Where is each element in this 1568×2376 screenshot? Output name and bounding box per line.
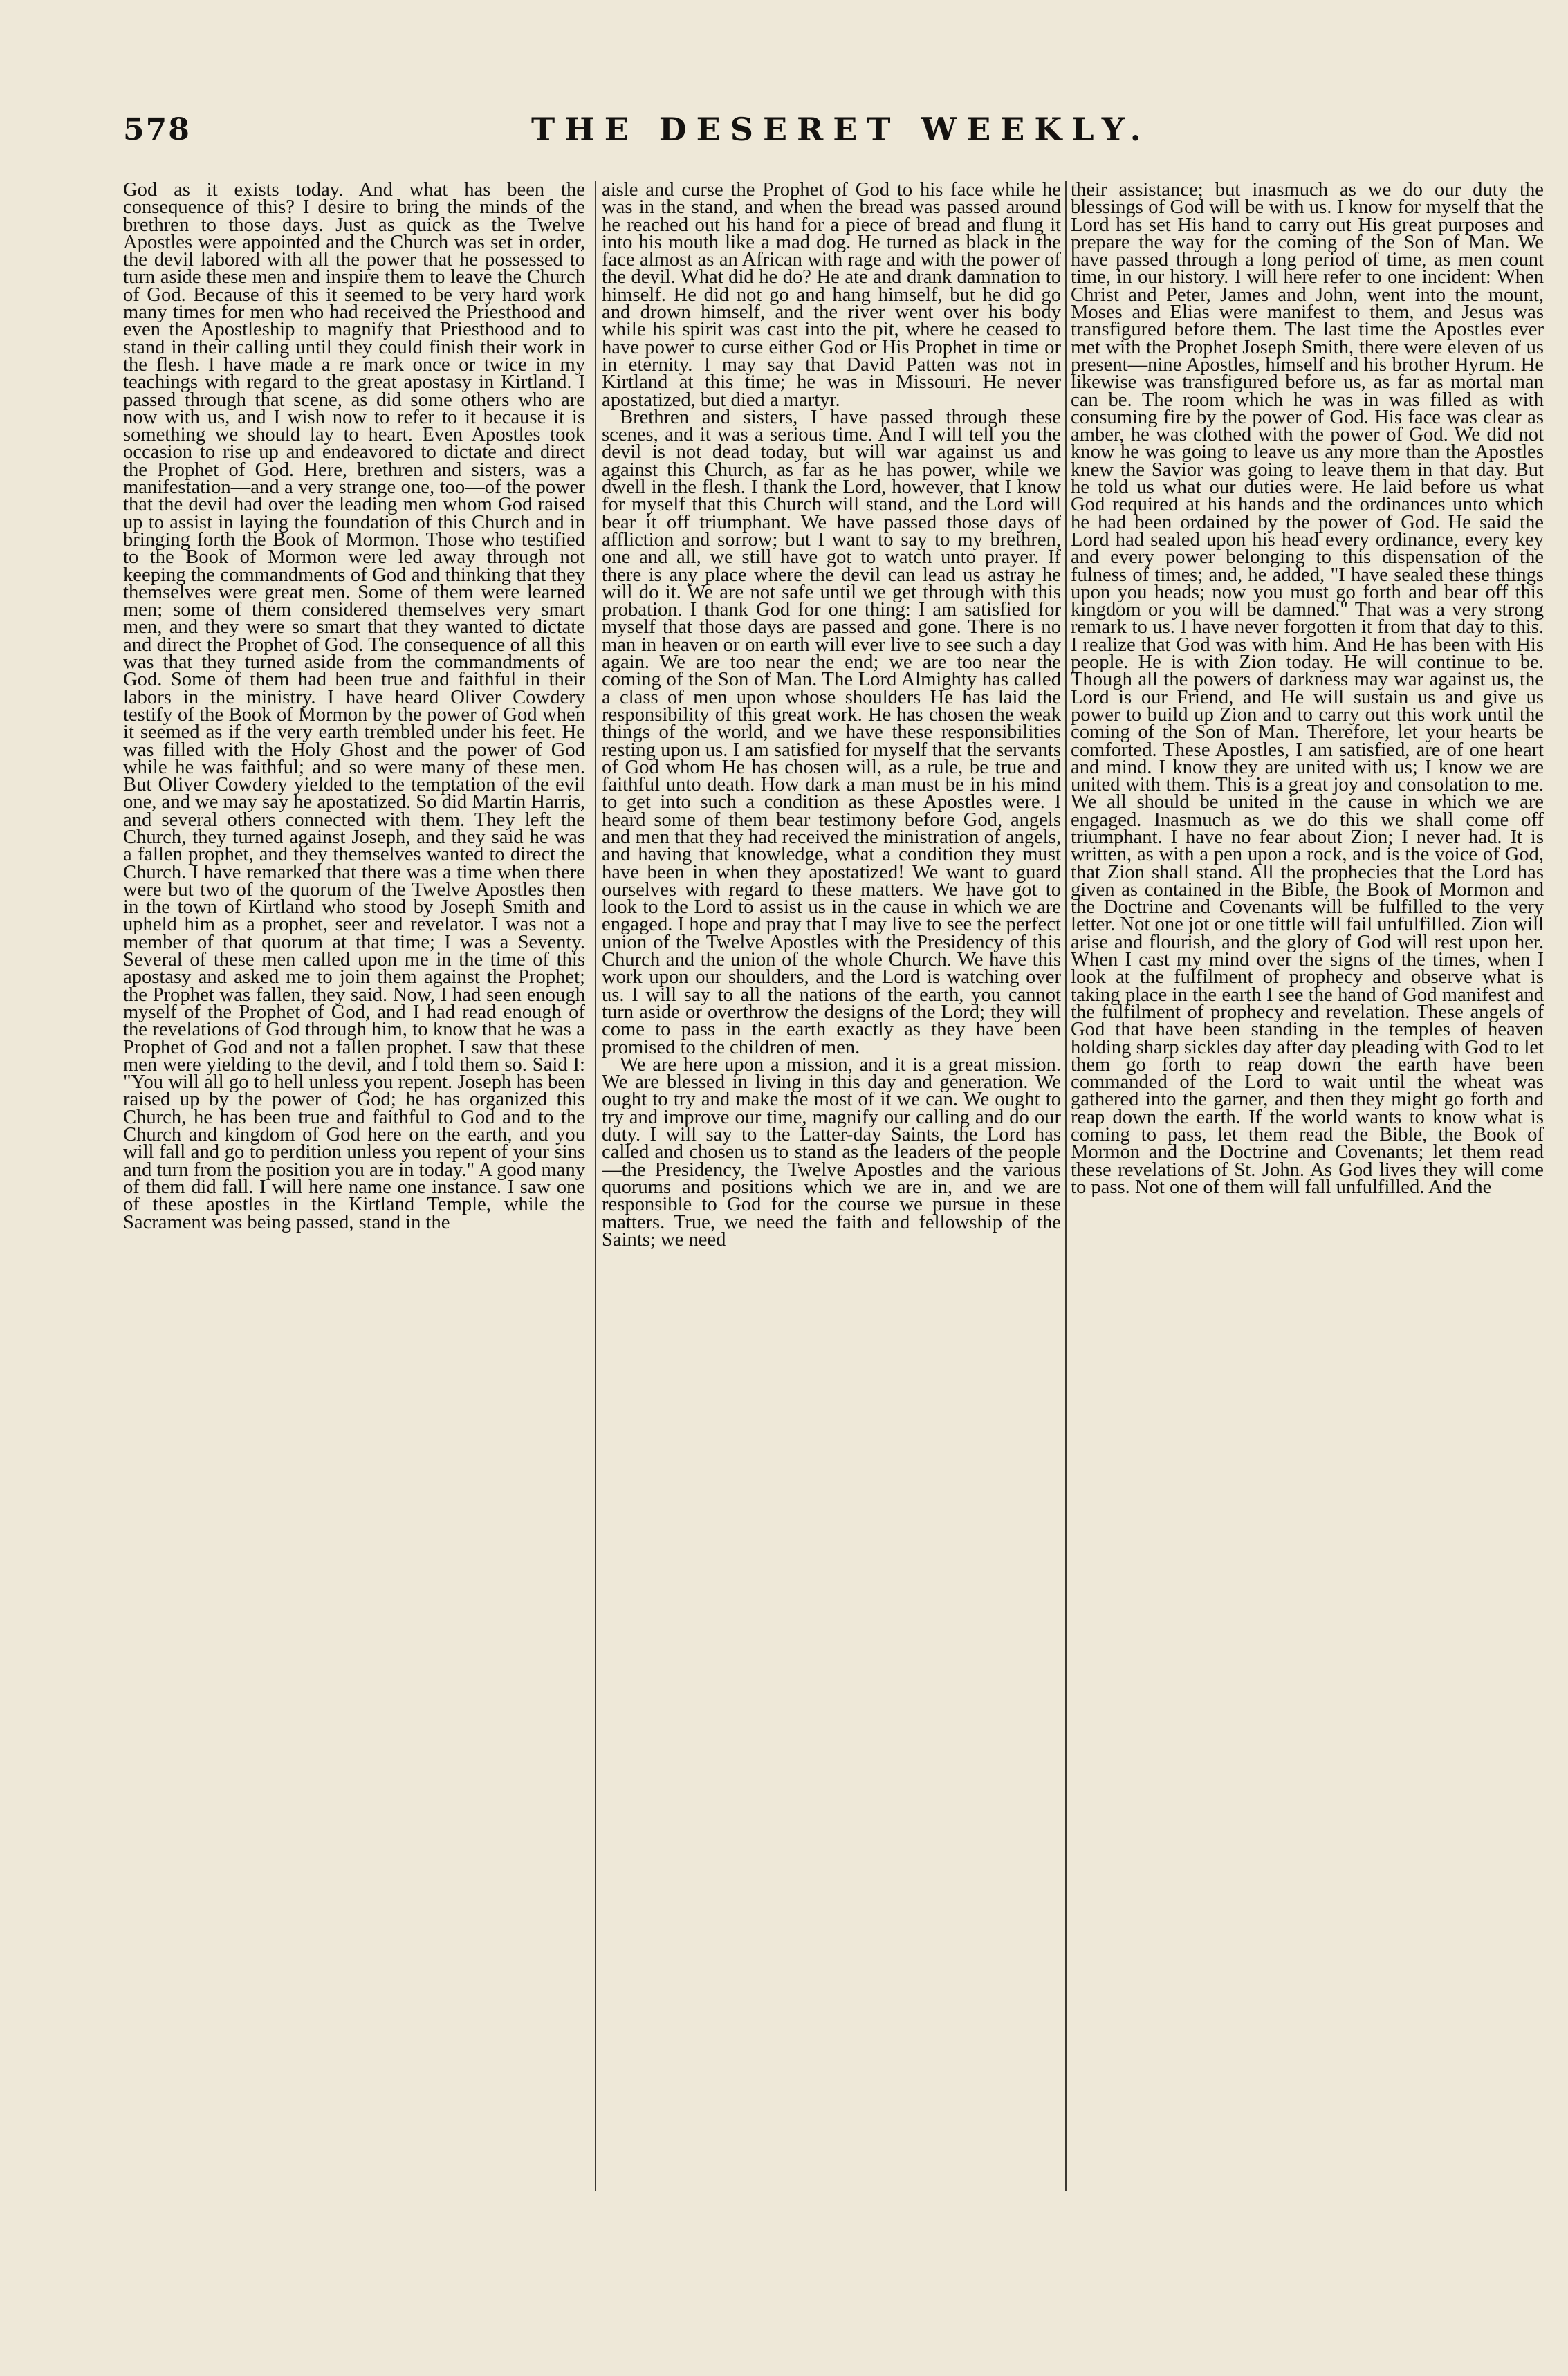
paragraph: God as it exists today. And what has been the consequence of this? I desire to bring the minds of the brethren to those days. Just as quick as the Twelve Apostles were appointed and the Church was set in order, the devil labored with all the power that he possessed to turn aside these men and inspire them to leave the Church of God. Because of this it seemed to be very hard work many times for men who had received the Priesthood and even the Apostleship to magnify that Priesthood and to stand in their calling until they could finish their work in the flesh. I have made a re mark once or twice in my teachings with regard to the great apostasy in Kirtland. I passed through that scene, as did some others who are now with us, and I wish now to refer to it because it is something we should lay to heart. Even Apostles took occasion to rise up and endeavored to dictate and direct the Prophet of God. Here, brethren and sisters, was a manifestation—and a very strange one, too—of the power that the devil had over the leading men whom God raised up to assist in laying the foundation of this Church and in bringing forth the Book of Mormon. Those who testified to the Book of Mormon were led away through not keeping the commandments of God and thinking that they themselves were great men. Some of them were learned men; some of them considered themselves very smart men, and they were so smart that they wanted to dictate and direct the Prophet of God. The consequence of all this was that they turned aside from the commandments of God. Some of them had been true and faithful in their labors in the ministry. I have heard Oliver Cowdery testify of the Book of Mormon by the power of God when it seemed as if the very earth trembled under his feet. He was filled with the Holy Ghost and the power of God while he was faithful; and so were many of these men. But Oliver Cowdery yielded to the temptation of the evil one, and we may say he apostatized. So did Martin Harris, and several others connected with them. They left the Church, they turned against Joseph, and they said he was a fallen prophet, and they themselves wanted to direct the Church. I have remarked that there was a time when there were but two of the quorum of the Twelve Apostles then in the town of Kirtland who stood by Joseph Smith and upheld him as a prophet, seer and revelator. I was not a member of that quorum at that time; I was a Seventy. Several of these men called upon me in the time of this apostasy and asked me to join them against the Prophet; the Prophet was fallen, they said. Now, I had seen enough myself of the Prophet of God, and I had read enough of the revelations of God through him, to know that he was a Prophet of God and not a fallen prophet. I saw that these men were yielding to the devil, and I told them so. Said I: "You will all go to hell unless you repent. Joseph has been raised up by the power of God; he has organized this Church, he has been true and faithful to God and to the Church and kingdom of God here on the earth, and you will fall and go to perdition unless you repent of your sins and turn from the position you are in today." A good many of them did fall. I will here name one instance. I saw one of these apostles in the Kirtland Temple, while the Sacrament was being passed, stand in the [123, 181, 585, 1233]
text-column-3 [1071, 181, 1544, 2270]
page-number: 578 [123, 112, 191, 147]
paragraph: We are here upon a mission, and it is a great mission. We are blessed in living in this day and generation. We ought to try and make the most of it we can. We ought to try and improve our time, magnify our calling and do our duty. I will say to the Latter-day Saints, the Lord has called and chosen us to stand as the leaders of the people—the Presidency, the Twelve Apostles and the various quorums and positions which we are in, and we are responsible to God for the course we pursue in these matters. True, we need the faith and fellowship of the Saints; we need [602, 1053, 1061, 1251]
page-header [123, 111, 1458, 159]
paragraph: aisle and curse the Prophet of God to his face while he was in the stand, and when the bread was passed around he reached out his hand for a piece of bread and flung it into his mouth like a mad dog. He turned as black in the face almost as an African with rage and with the power of the devil. What did he do? He ate and drank damnation to himself. He did not go and hang himself, but he did go and drown himself, and the river went over his body while his spirit was cast into the pit, where he ceased to have power to curse either God or His Prophet in time or in eternity. I may say that David Patten was not in Kirtland at this time; he was in Missouri. He never apostatized, but died a martyr. [602, 181, 1061, 411]
text-column-2 [602, 181, 1061, 2270]
paragraph: Brethren and sisters, I have passed through these scenes, and it was a serious time. And I will tell you the devil is not dead today, but will war against us and against this Church, as far as he has power, while we dwell in the flesh. I thank the Lord, however, that I know for myself that this Church will stand, and the Lord will bear it off triumphant. We have passed those days of affliction and sorrow; but I want to say to my brethren, one and all, we still have got to watch unto prayer. If there is any place where the devil can lead us astray he will do it. We are not safe until we get through with this probation. I thank God for one thing: I am satisfied for myself that those days are passed and gone. There is no man in heaven or on earth will ever live to see such a day again. We are too near the end; we are too near the coming of the Son of Man. The Lord Almighty has called a class of men upon whose shoulders He has laid the responsibility of this great work. He has chosen the weak things of the world, and we have these responsibilities resting upon us. I am satisfied for myself that the servants of God whom He has chosen will, as a rule, be true and faithful unto death. How dark a man must be in his mind to get into such a condition as these Apostles were. I heard some of them bear testimony before God, angels and men that they had received the ministration of angels, and having that knowledge, what a condition they must have been in when they apostatized! We want to guard ourselves with regard to these matters. We have got to look to the Lord to assist us in the cause in which we are engaged. I hope and pray that I may live to see the perfect union of the Twelve Apostles with the Presidency of this Church and the union of the whole Church. We have this work upon our shoulders, and the Lord is watching over us. I will say to all the nations of the earth, you cannot turn aside or overthrow the designs of the Lord; they will come to pass in the earth exactly as they have been promised to the children of men. [602, 406, 1061, 1058]
masthead-title: THE DESERET WEEKLY. [531, 111, 1151, 148]
paragraph: their assistance; but inasmuch as we do our duty the blessings of God will be with us. I know for myself that the Lord has set His hand to carry out His great purposes and prepare the way for the coming of the Son of Man. We have passed through a long period of time, as men count time, in our history. I will here refer to one incident: When Christ and Peter, James and John, went into the mount, Moses and Elias were manifest to them, and Jesus was transfigured before them. The last time the Apostles ever met with the Prophet Joseph Smith, there were eleven of us present—nine Apostles, himself and his brother Hyrum. He likewise was transfigured before us, as far as mortal man can be. The room which he was in was filled as with consuming fire by the power of God. His face was clear as amber, he was clothed with the power of God. We did not know he was going to leave us any more than the Apostles knew the Savior was going to leave them in that day. But he told us what our duties were. He laid before us what God required at his hands and the ordinances unto which he had been ordained by the power of God. He said the Lord had sealed upon his head every ordinance, every key and every power belonging to this dispensation of the fulness of times; and, he added, "I have sealed these things upon you heads; now you must go forth and bear off this kingdom or you will be damned." That was a very strong remark to us. I have never forgotten it from that day to this. I realize that God was with him. And He has been with His people. He is with Zion today. He will continue to be. Though all the powers of darkness may war against us, the Lord is our Friend, and He will sustain us and give us power to build up Zion and to carry out this work until the coming of the Son of Man. Therefore, let your hearts be comforted. These Apostles, I am satisfied, are of one heart and mind. I know they are united with us; I know we are united with them. This is a great joy and consolation to me. We all should be united in the cause in which we are engaged. Inasmuch as we do this we shall come off triumphant. I have no fear about Zion; I never had. It is written, as with a pen upon a rock, and is the voice of God, that Zion shall stand. All the prophecies that the Lord has given as contained in the Bible, the Book of Mormon and the Doctrine and Covenants will be fulfilled to the very letter. Not one jot or one tittle will fail unfulfilled. Zion will arise and flourish, and the glory of God will rest upon her. When I cast my mind over the signs of the times, when I look at the fulfilment of prophecy and observe what is taking place in the earth I see the hand of God manifest and the fulfilment of prophecy and revelation. These angels of God that have been standing in the temples of heaven holding sharp sickles day after day pleading with God to let them go forth to reap down the earth have been commanded of the Lord to wait until the wheat was gathered into the garner, and then they might go forth and reap down the earth. If the world wants to know what is coming to pass, let them read the Bible, the Book of Mormon and the Doctrine and Covenants; let them read these revelations of St. John. As God lives they will come to pass. Not one of them will fall unfulfilled. And the [1071, 181, 1544, 1198]
text-column-1 [123, 181, 585, 2270]
article-body [123, 181, 1544, 2270]
